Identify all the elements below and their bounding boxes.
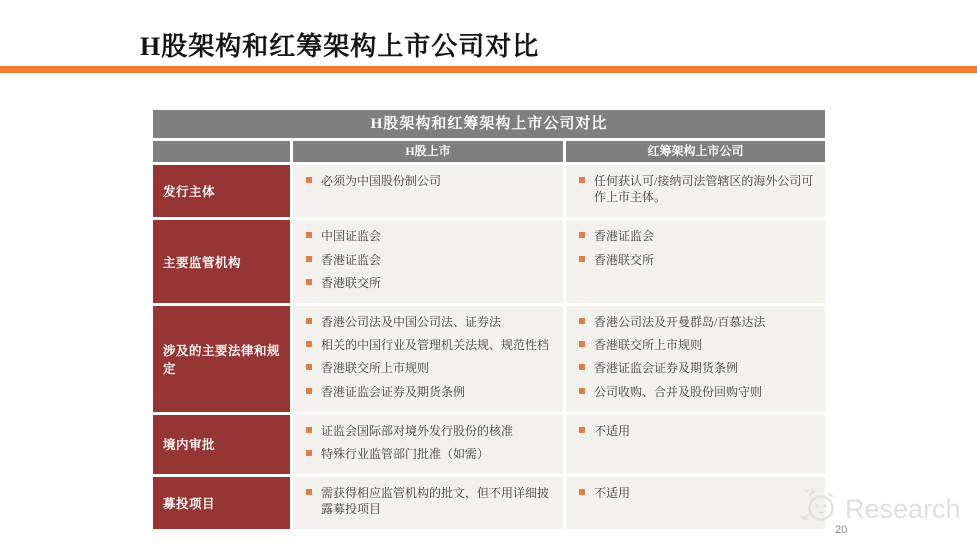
bullet-item [303, 446, 555, 462]
h-share-cell [293, 165, 563, 217]
h-share-cell [293, 477, 563, 529]
row-label: 募投项目 [153, 477, 290, 529]
bullet-square-icon [579, 341, 585, 347]
bullet-item [576, 384, 817, 400]
bullet-square-icon [579, 177, 585, 183]
bullet-text: 特殊行业监管部门批准（如需） [321, 446, 490, 461]
bullet-text: 不适用 [594, 486, 631, 501]
bullet-item [303, 275, 555, 291]
bullet-item [576, 252, 817, 268]
bullet-item [303, 314, 555, 330]
column-header-h-share: H股上市 [293, 141, 563, 162]
bullet-item [576, 423, 817, 439]
red-chip-cell [566, 306, 825, 412]
bullet-square-icon [306, 489, 312, 495]
bullet-item [303, 228, 555, 244]
bullet-item [303, 173, 555, 189]
bullet-square-icon [306, 341, 312, 347]
bullet-square-icon [306, 232, 312, 238]
red-chip-cell [566, 165, 825, 217]
bullet-text: 证监会国际部对境外发行股份的核准 [321, 423, 514, 438]
bullet-item [303, 337, 555, 353]
h-share-cell [293, 306, 563, 412]
bullet-square-icon [306, 427, 312, 433]
bullet-item [576, 228, 817, 244]
bullet-square-icon [306, 364, 312, 370]
bullet-text: 香港联交所上市规则 [594, 338, 703, 353]
bullet-item [303, 384, 555, 400]
bullet-text: 相关的中国行业及管理机关法规、规范性档 [321, 338, 550, 353]
accent-bar [0, 66, 977, 73]
bullet-item [576, 485, 817, 501]
comparison-table [153, 110, 825, 529]
bullet-square-icon [579, 256, 585, 262]
bullet-text: 需获得相应监管机构的批文，但不用详细披露募投项目 [321, 486, 550, 517]
page-number: 20 [835, 524, 848, 536]
row-label: 涉及的主要法律和规定 [153, 306, 290, 412]
bullet-text: 香港证监会 [594, 229, 655, 244]
h-share-cell [293, 415, 563, 474]
bullet-square-icon [579, 489, 585, 495]
bullet-square-icon [306, 318, 312, 324]
watermark-text: Research [845, 494, 961, 524]
bullet-text: 香港联交所 [594, 252, 655, 267]
bullet-item [303, 360, 555, 376]
bullet-item [576, 337, 817, 353]
bullet-square-icon [579, 232, 585, 238]
row-label: 发行主体 [153, 165, 290, 217]
bullet-text: 香港公司法及开曼群岛/百慕达法 [594, 314, 766, 329]
bullet-text: 香港联交所上市规则 [321, 361, 430, 376]
bullet-item [576, 314, 817, 330]
bullet-item [303, 485, 555, 517]
bullet-text: 香港证监会证券及期货条例 [321, 384, 466, 399]
row-label: 主要监管机构 [153, 220, 290, 303]
bullet-item [576, 360, 817, 376]
h-share-cell [293, 220, 563, 303]
red-chip-cell [566, 220, 825, 303]
bullet-text: 香港证监会 [321, 252, 382, 267]
bullet-text: 必须为中国股份制公司 [321, 174, 442, 188]
bullet-square-icon [306, 256, 312, 262]
bullet-text: 公司收购、合并及股份回购守则 [594, 384, 763, 399]
red-chip-cell [566, 415, 825, 474]
table-title: H股架构和红筹架构上市公司对比 [153, 110, 825, 138]
bullet-square-icon [579, 427, 585, 433]
red-chip-cell [566, 477, 825, 529]
bullet-square-icon [579, 364, 585, 370]
bullet-square-icon [579, 318, 585, 324]
bullet-square-icon [306, 279, 312, 285]
bullet-item [303, 423, 555, 439]
bullet-text: 香港联交所 [321, 275, 382, 290]
bullet-text: 任何获认可/接纳司法管辖区的海外公司可作上市主体。 [594, 174, 814, 205]
bullet-square-icon [306, 177, 312, 183]
bullet-square-icon [306, 388, 312, 394]
bullet-square-icon [579, 388, 585, 394]
page-title: H股架构和红筹架构上市公司对比 [140, 32, 540, 61]
row-label: 境内审批 [153, 415, 290, 474]
bullet-text: 不适用 [594, 423, 631, 438]
column-header-empty [153, 141, 290, 162]
bullet-text: 香港证监会证券及期货条例 [594, 361, 739, 376]
bullet-item [576, 173, 817, 205]
column-header-red-chip: 红筹架构上市公司 [566, 141, 825, 162]
bullet-square-icon [306, 450, 312, 456]
bullet-text: 香港公司法及中国公司法、证券法 [321, 314, 502, 329]
bullet-text: 中国证监会 [321, 229, 382, 244]
bullet-item [303, 252, 555, 268]
watermark [795, 486, 961, 533]
